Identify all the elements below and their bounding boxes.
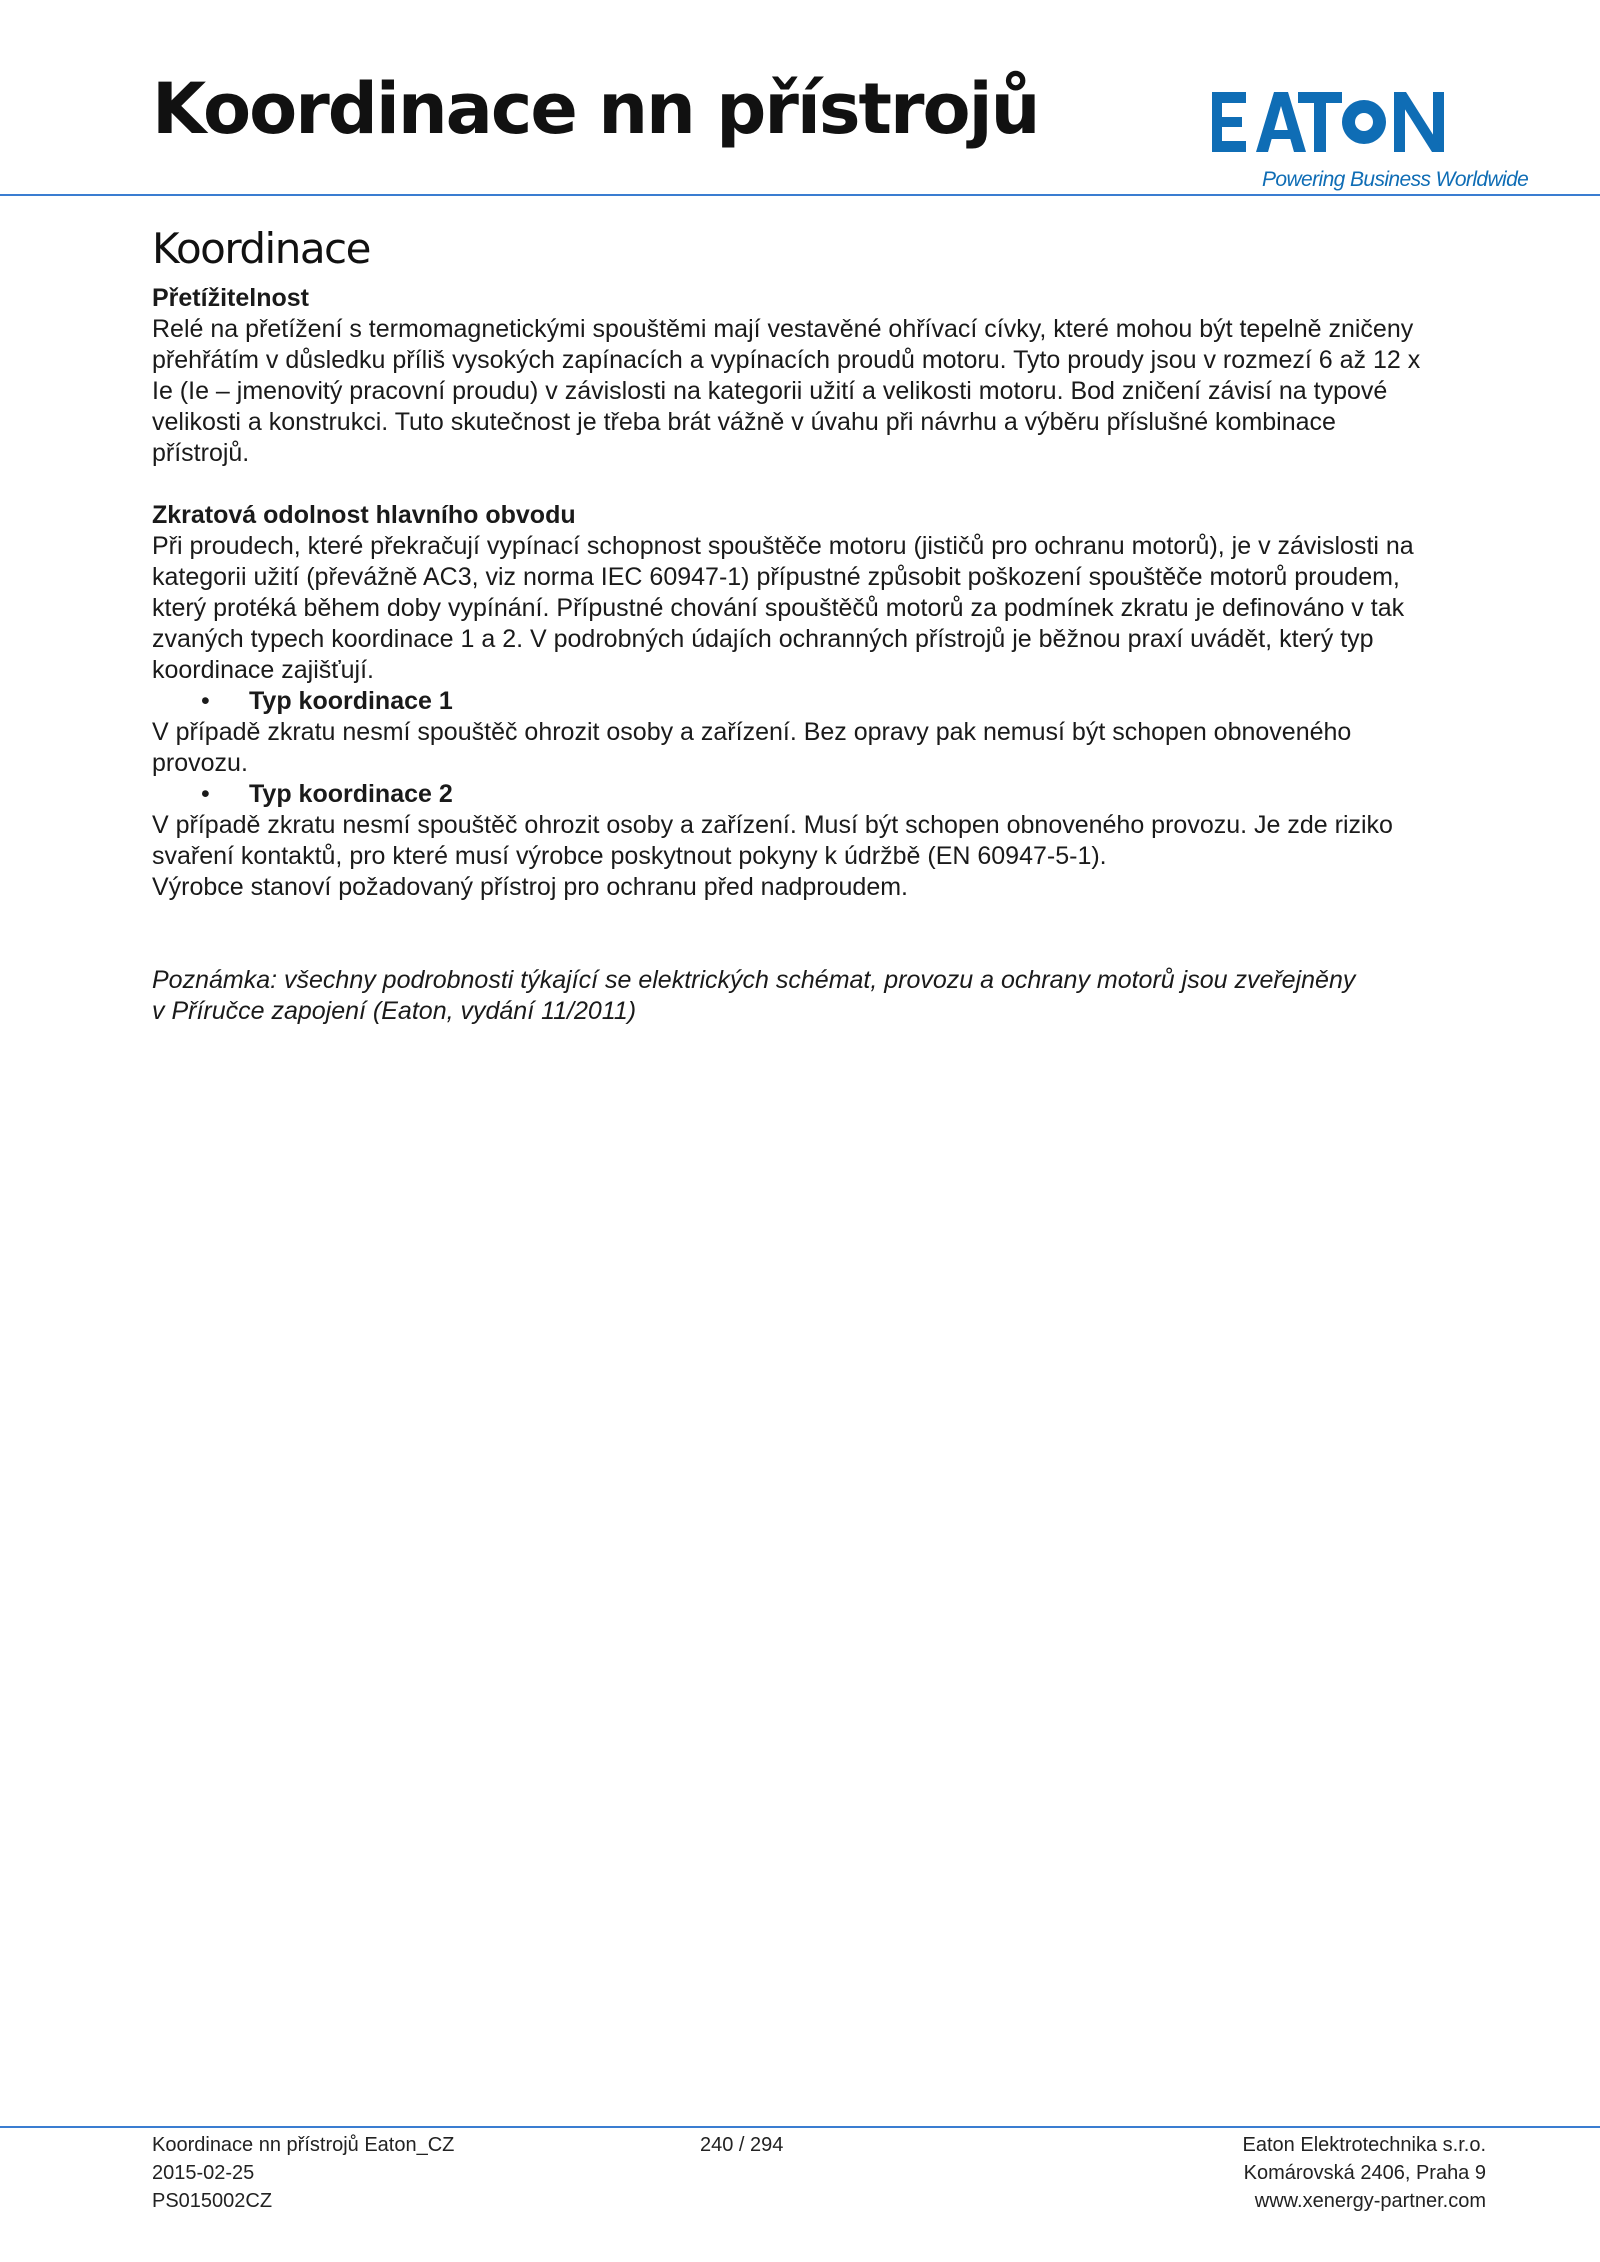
- spacer: [152, 469, 1522, 500]
- text-line: v Příručce zapojení (Eaton, vydání 11/2011): [152, 997, 637, 1025]
- text-line: který protéká během doby vypínání. Přípustné chování spouštěčů motorů za podmínek zkratu je definováno v tak: [152, 594, 1405, 622]
- text-line: velikosti a konstrukci. Tuto skutečnost je třeba brát vážně v úvahu při návrhu a výběru příslušné kombinace: [152, 408, 1336, 436]
- text-line: provozu.: [152, 749, 248, 777]
- text-line: Při proudech, které překračují vypínací schopnost spouštěče motoru (jističů pro ochranu motorů), je v závislosti na: [152, 532, 1414, 560]
- footer-document-code: PS015002CZ: [152, 2190, 273, 2212]
- short-circuit-paragraph: [152, 531, 1522, 686]
- bullet-label: Typ koordinace 1: [249, 687, 453, 715]
- text-line: Relé na přetížení s termomagnetickými spouštěmi mají vestavěné ohřívací cívky, které mohou být tepelně zničeny: [152, 315, 1414, 343]
- footer-document-info: [152, 2131, 454, 2215]
- note-paragraph: [152, 965, 1522, 1027]
- text-line: zvaných typech koordinace 1 a 2. V podrobných údajích ochranných přístrojů je běžnou praxí uvádět, který typ: [152, 625, 1374, 653]
- text-line: Poznámka: všechny podrobnosti týkající se elektrických schémat, provozu a ochrany motorů jsou zveřejněny: [152, 966, 1356, 994]
- type2-paragraph: [152, 810, 1522, 903]
- bullet-icon: •: [201, 687, 210, 715]
- overload-paragraph: [152, 314, 1522, 469]
- footer-company-name: Eaton Elektrotechnika s.r.o.: [1242, 2134, 1486, 2156]
- document-title: Koordinace nn přístrojů: [152, 68, 1039, 150]
- text-line: V případě zkratu nesmí spouštěč ohrozit osoby a zařízení. Bez opravy pak nemusí být schopen obnoveného: [152, 718, 1352, 746]
- bullet-item-type2: [152, 779, 1522, 810]
- text-line: Výrobce stanoví požadovaný přístroj pro ochranu před nadproudem.: [152, 873, 909, 901]
- page-content: [152, 224, 1522, 1027]
- footer-page-number: 240 / 294: [700, 2134, 784, 2156]
- bullet-label: Typ koordinace 2: [249, 780, 453, 808]
- eaton-logo: [1212, 92, 1444, 162]
- footer-company-info: [1243, 2131, 1486, 2215]
- text-line: kategorii užití (převážně AC3, viz norma IEC 60947-1) přípustné způsobit poškození spouštěče motorů proudem,: [152, 563, 1400, 591]
- bullet-icon: •: [201, 780, 210, 808]
- text-line: V případě zkratu nesmí spouštěč ohrozit osoby a zařízení. Musí být schopen obnoveného provozu. Je zde riziko: [152, 811, 1393, 839]
- footer-divider: [0, 2126, 1600, 2128]
- text-line: koordinace zajišťují.: [152, 656, 374, 684]
- text-line: Ie (Ie – jmenovitý pracovní proudu) v závislosti na kategorii užití a velikosti motoru. Bod zničení závisí na typové: [152, 377, 1388, 405]
- short-circuit-heading: Zkratová odolnost hlavního obvodu: [152, 501, 576, 529]
- spacer: [152, 903, 1522, 965]
- footer-address: Komárovská 2406, Praha 9: [1243, 2162, 1486, 2184]
- footer-document-name: Koordinace nn přístrojů Eaton_CZ: [152, 2134, 455, 2156]
- text-line: přístrojů.: [152, 439, 250, 467]
- type1-paragraph: [152, 717, 1522, 779]
- text-line: svaření kontaktů, pro které musí výrobce poskytnout pokyny k údržbě (EN 60947-5-1).: [152, 842, 1107, 870]
- footer-date: 2015-02-25: [152, 2162, 255, 2184]
- bullet-item-type1: [152, 686, 1522, 717]
- logo-tagline: Powering Business Worldwide: [1262, 168, 1529, 191]
- section-heading: Koordinace: [152, 224, 370, 273]
- footer-website-link[interactable]: www.xenergy-partner.com: [1254, 2190, 1486, 2212]
- header-divider: [0, 194, 1600, 196]
- overload-heading: Přetížitelnost: [152, 284, 309, 312]
- text-line: přehřátím v důsledku příliš vysokých zapínacích a vypínacích proudů motoru. Tyto proudy jsou v rozmezí 6 až 12 x: [152, 346, 1421, 374]
